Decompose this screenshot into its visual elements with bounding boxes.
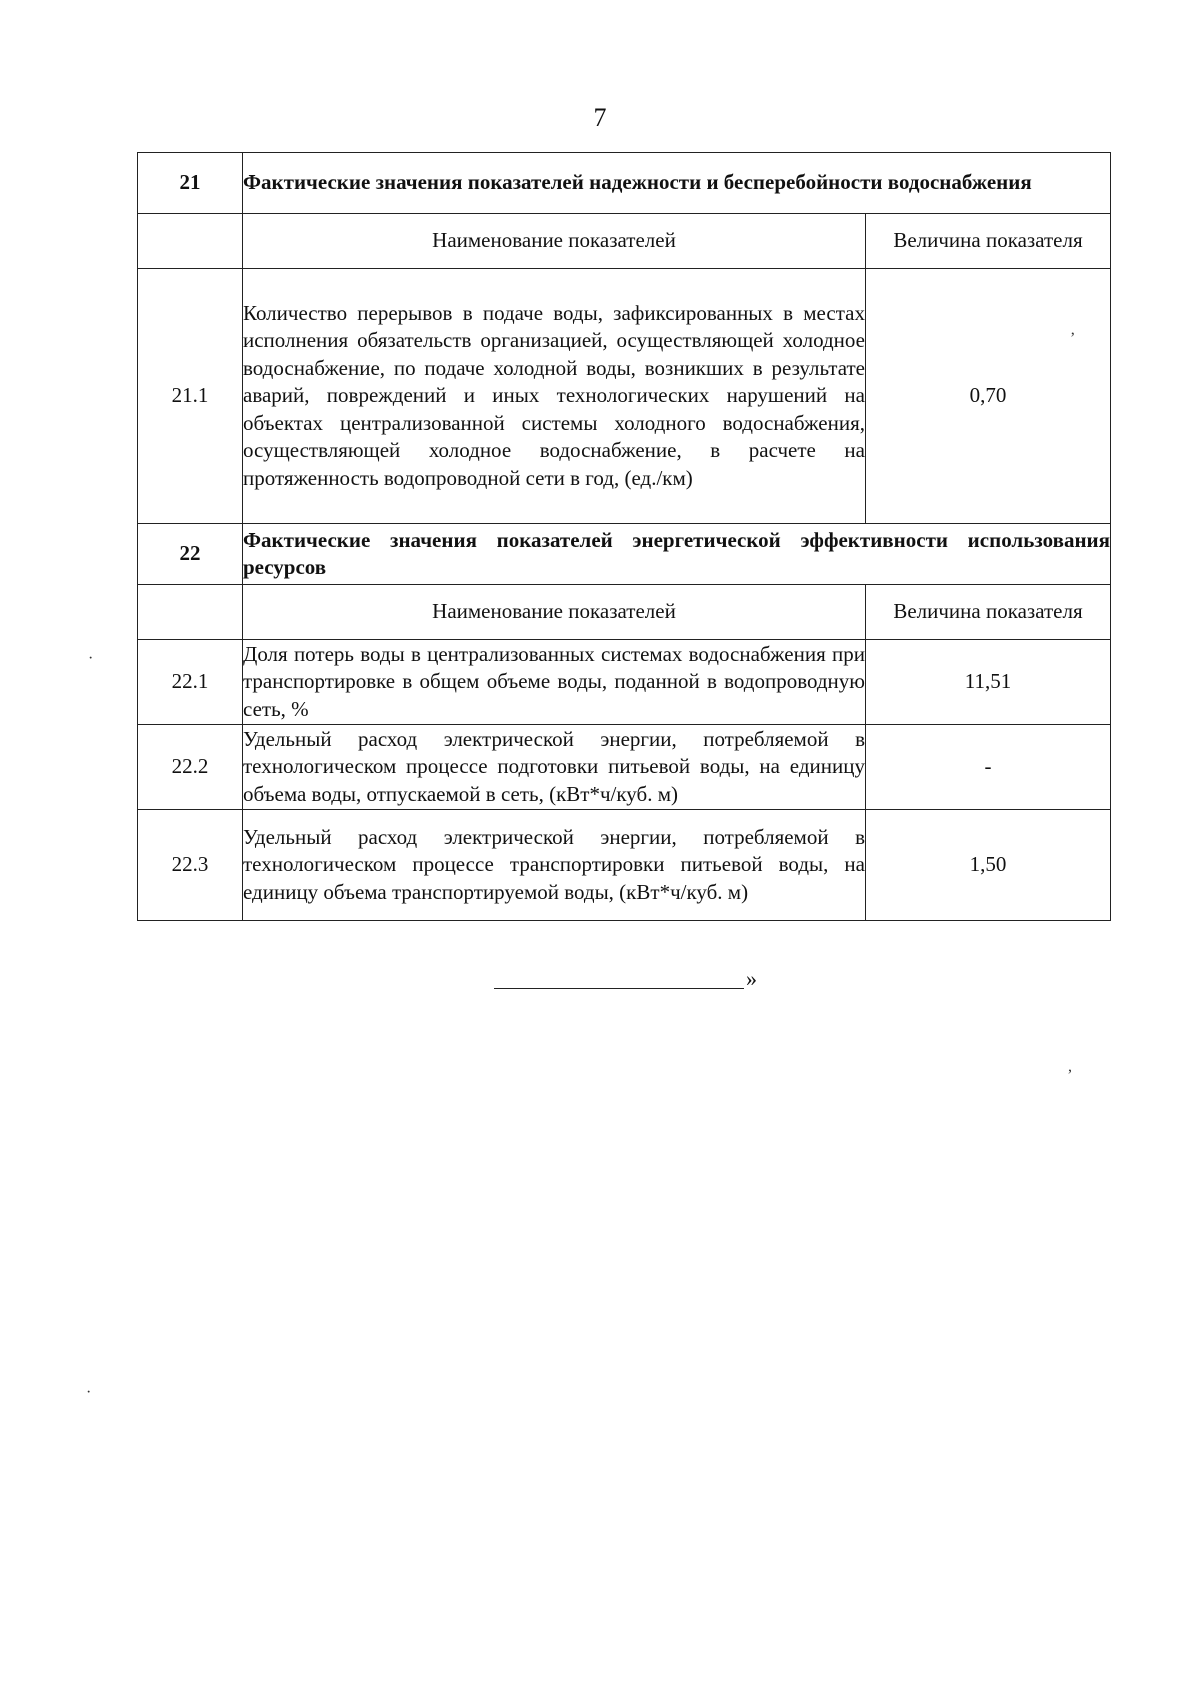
column-header-name: Наименование показателей	[243, 585, 866, 640]
scan-speck: ·	[88, 650, 94, 667]
scan-speck: ·	[86, 1384, 92, 1401]
section-22-title-row	[138, 524, 1111, 585]
row-description: Удельный расход электрической энергии, потребляемой в технологическом процессе подготовки питьевой воды, на единицу объема воды, отпускаемой в сеть, (кВт*ч/куб. м)	[243, 725, 866, 810]
row-value: 1,50	[865, 810, 1110, 921]
section-number: 21	[138, 153, 243, 214]
row-description: Удельный расход электрической энергии, потребляемой в технологическом процессе транспортировки питьевой воды, на единицу объема транспортируемой воды, (кВт*ч/куб. м)	[243, 810, 866, 921]
section-21-header-row	[138, 214, 1111, 269]
row-number: 22.3	[138, 810, 243, 921]
row-value: 0,70	[865, 269, 1110, 524]
empty-cell	[138, 585, 243, 640]
scan-speck: ,	[1068, 1058, 1072, 1075]
table-row	[138, 269, 1111, 524]
row-value: -	[865, 725, 1110, 810]
table-row	[138, 640, 1111, 725]
row-value: 11,51	[865, 640, 1110, 725]
section-22-header-row	[138, 585, 1111, 640]
empty-cell	[138, 214, 243, 269]
scan-speck: ’	[1070, 330, 1076, 347]
table-row	[138, 810, 1111, 921]
section-title: Фактические значения показателей надежности и бесперебойности водоснабжения	[243, 153, 1111, 214]
section-21-title-row	[138, 153, 1111, 214]
indicators-table	[137, 152, 1111, 921]
closing-line	[494, 962, 744, 989]
section-title: Фактические значения показателей энергетической эффективности использования ресурсов	[243, 524, 1111, 585]
page-number: 7	[593, 103, 607, 132]
row-description: Количество перерывов в подаче воды, зафиксированных в местах исполнения обязательств организацией, осуществляющей холодное водоснабжение, по подаче холодной воды, возникших в результате аварий, повреждений и иных технологических нарушений на объектах централизованной системы холодного водоснабжения, осуществляющей холодное водоснабжение, в расчете на протяженность водопроводной сети в год, (ед./км)	[243, 269, 866, 524]
column-header-name: Наименование показателей	[243, 214, 866, 269]
section-number: 22	[138, 524, 243, 585]
row-number: 22.2	[138, 725, 243, 810]
row-number: 22.1	[138, 640, 243, 725]
row-description: Доля потерь воды в централизованных системах водоснабжения при транспортировке в общем объеме воды, поданной в водопроводную сеть, %	[243, 640, 866, 725]
row-number: 21.1	[138, 269, 243, 524]
column-header-value: Величина показателя	[865, 214, 1110, 269]
closing-quote-mark: »	[746, 966, 757, 991]
table-row	[138, 725, 1111, 810]
column-header-value: Величина показателя	[865, 585, 1110, 640]
